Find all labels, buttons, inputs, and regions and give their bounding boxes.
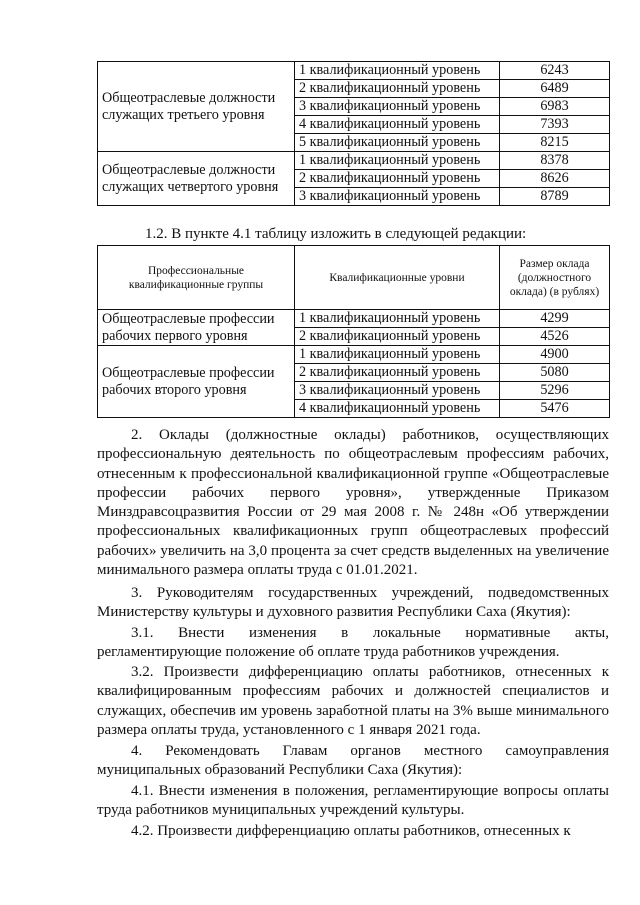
salary-cell: 4299 — [500, 310, 610, 328]
paragraph-4-1: 4.1. Внести изменения в положения, регламентирующие вопросы оплаты труда работников муниципальных учреждений культуры. — [97, 783, 609, 819]
table-row — [98, 62, 610, 80]
level-cell: 1 квалификационный уровень — [295, 152, 500, 170]
paragraph-2: 2. Оклады (должностные оклады) работников, осуществляющих профессиональную деятельность по общеотраслевым профессиям рабочих, отнесенным к профессиональной квалификационной группе «Общеотраслевые профессии рабочих первого уровня», утвержденные Приказом Минздравсоцразвития России от 29 мая 2008 г. № 248н «Об утверждении профессиональных квалификационных групп общеотраслевых профессий рабочих» увеличить на 3,0 процента за счет средств выделенных на увеличение минимального размера оплаты труда с 01.01.2021. — [97, 427, 609, 579]
level-cell: 1 квалификационный уровень — [295, 310, 500, 328]
paragraph-4-2: 4.2. Произвести дифференциацию оплаты работников, отнесенных к — [131, 823, 571, 839]
level-cell: 2 квалификационный уровень — [295, 80, 500, 98]
paragraph-3-2: 3.2. Произвести дифференциацию оплаты работников, отнесенных к квалифицированным профессиям рабочих и должностей специалистов и служащих, обеспечив им уровень заработной платы на 3% выше минимального размера оплаты труда, установленного с 1 января 2021 года. — [97, 664, 609, 738]
salary-cell: 6489 — [500, 80, 610, 98]
salary-cell: 8626 — [500, 170, 610, 188]
paragraph-3-1: 3.1. Внести изменения в локальные нормативные акты, регламентирующие положение об оплате труда работников учреждения. — [97, 625, 609, 661]
salary-cell: 8789 — [500, 188, 610, 206]
table-row — [98, 346, 610, 364]
salary-cell: 5296 — [500, 382, 610, 400]
salary-cell: 6983 — [500, 98, 610, 116]
level-cell: 2 квалификационный уровень — [295, 170, 500, 188]
table-row — [98, 152, 610, 170]
level-cell: 5 квалификационный уровень — [295, 134, 500, 152]
level-cell: 2 квалификационный уровень — [295, 364, 500, 382]
group-name: Общеотраслевые должности служащих третьего уровня — [98, 62, 295, 152]
paragraph-4: 4. Рекомендовать Главам органов местного самоуправления муниципальных образований Республики Саха (Якутия): — [97, 743, 609, 779]
level-cell: 4 квалификационный уровень — [295, 116, 500, 134]
salary-cell: 4526 — [500, 328, 610, 346]
table-row — [98, 310, 610, 328]
paragraph-3: 3. Руководителям государственных учреждений, подведомственных Министерству культуры и духовного развития Республики Саха (Якутия): — [97, 585, 609, 621]
section-heading-1-2: 1.2. В пункте 4.1 таблицу изложить в следующей редакции: — [145, 226, 527, 242]
salary-cell: 8378 — [500, 152, 610, 170]
salary-table-workers — [97, 245, 610, 418]
header-levels: Квалификационные уровни — [295, 246, 500, 310]
header-salary: Размер оклада (должностного оклада) (в рублях) — [500, 246, 610, 310]
salary-cell: 8215 — [500, 134, 610, 152]
table-header-row — [98, 246, 610, 310]
header-group: Профессиональные квалификационные группы — [98, 246, 295, 310]
salary-cell: 6243 — [500, 62, 610, 80]
salary-cell: 7393 — [500, 116, 610, 134]
level-cell: 1 квалификационный уровень — [295, 346, 500, 364]
group-name: Общеотраслевые должности служащих четвертого уровня — [98, 152, 295, 206]
group-name: Общеотраслевые профессии рабочих второго уровня — [98, 346, 295, 418]
salary-table-employees — [97, 61, 610, 206]
salary-cell: 5080 — [500, 364, 610, 382]
level-cell: 2 квалификационный уровень — [295, 328, 500, 346]
salary-cell: 4900 — [500, 346, 610, 364]
group-name: Общеотраслевые профессии рабочих первого уровня — [98, 310, 295, 346]
level-cell: 3 квалификационный уровень — [295, 98, 500, 116]
level-cell: 1 квалификационный уровень — [295, 62, 500, 80]
salary-cell: 5476 — [500, 400, 610, 418]
level-cell: 3 квалификационный уровень — [295, 382, 500, 400]
level-cell: 4 квалификационный уровень — [295, 400, 500, 418]
level-cell: 3 квалификационный уровень — [295, 188, 500, 206]
